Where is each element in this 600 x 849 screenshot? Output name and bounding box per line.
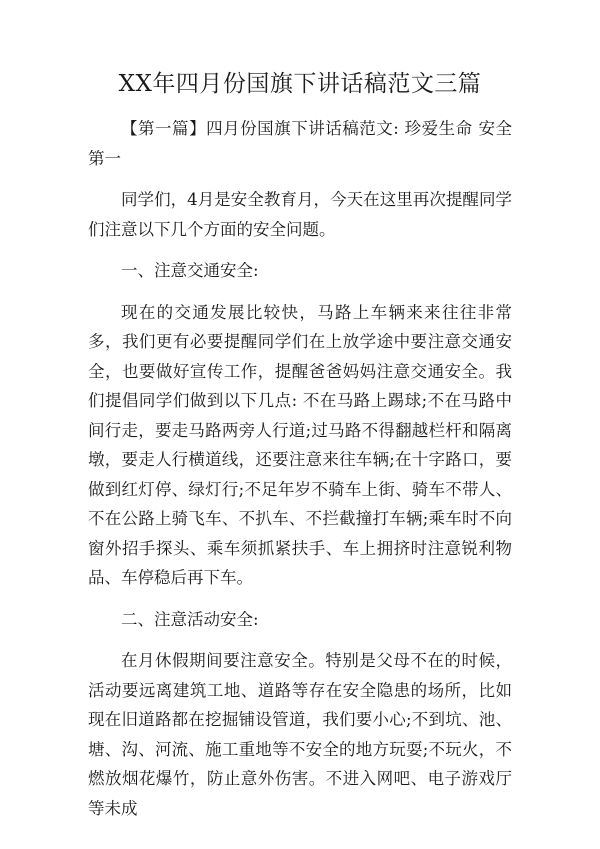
page-title: XX年四月份国旗下讲话稿范文三篇	[118, 71, 482, 97]
heading-traffic-safety: 一、注意交通安全:	[121, 261, 259, 280]
paragraph-activity-safety: 在月休假期间要注意安全。特别是父母不在的时候，活动要远离建筑工地、道路等存在安全隐患的场所，比如现在旧道路都在挖掘铺设管道，我们要小心;不到坑、池、塘、沟、河流、施工重地等不安全的地方玩耍;不玩火，不燃放烟花爆竹，防止意外伤害。不进入网吧、电子游戏厅等未成	[88, 651, 512, 818]
paragraph-traffic-safety: 现在的交通发展比较快，马路上车辆来来往往非常多，我们更有必要提醒同学们在上放学途中要注意交通安全，也要做好宣传工作，提醒爸爸妈妈注意交通安全。我们提倡同学们做到以下几点: 不在马路上踢球;不在马路中间行走，要走马路两旁人行道;过马路不得翻越栏杆和隔离墩，要走人行横道线，还要注意来往车辆;在十字路口，要做到红灯停、绿灯行;不足年岁不骑车上街、骑车不带人、不在公路上骑飞车、不扒车、不拦截撞打车辆;乘车时不向窗外招手探头、乘车须抓紧扶手、车上拥挤时注意锐利物品、车停稳后再下车。	[88, 302, 512, 587]
heading-activity-safety: 二、注意活动安全:	[121, 609, 259, 629]
paragraph-intro: 同学们，4月是安全教育月，今天在这里再次提醒同学们注意以下几个方面的安全问题。	[88, 190, 512, 239]
paragraph-section-heading: 【第一篇】四月份国旗下讲话稿范文: 珍爱生命 安全第一	[88, 119, 512, 168]
